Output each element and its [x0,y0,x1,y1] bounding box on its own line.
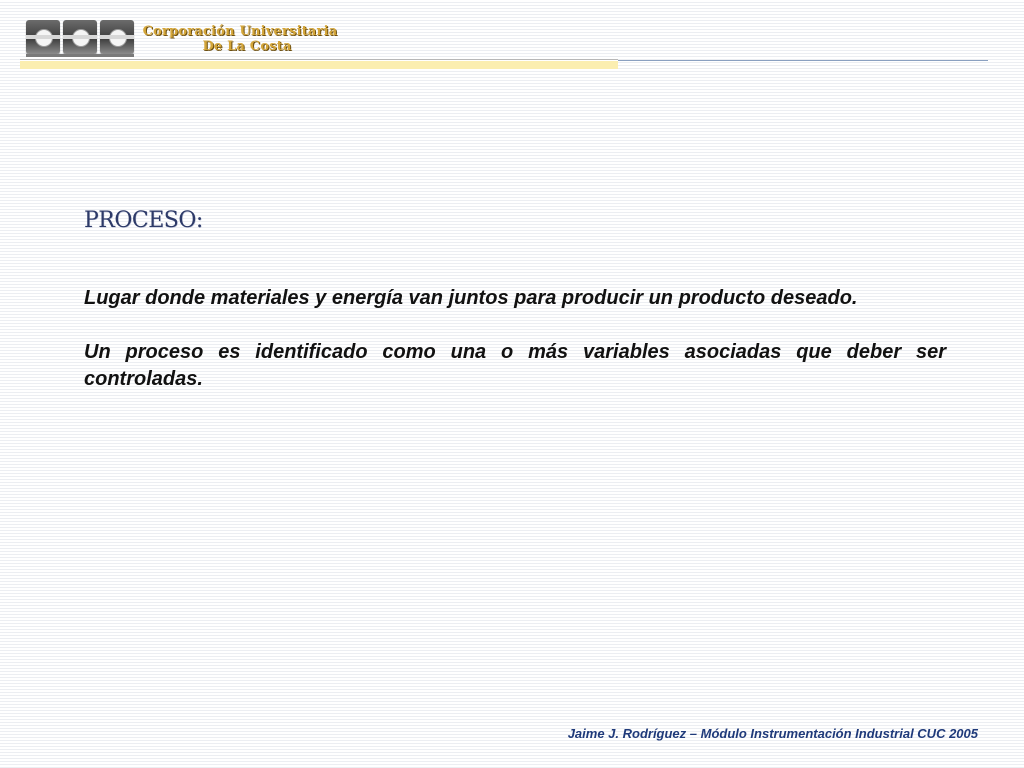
logo-block-c2 [100,20,134,54]
institution-name-line1: Corporación Universitaria [142,24,338,39]
slide-header [0,0,1024,70]
slide-footer: Jaime J. Rodríguez – Módulo Instrumentación Industrial CUC 2005 [567,726,978,741]
institution-name [140,24,340,54]
slide-title: PROCESO: [84,208,203,233]
identification-paragraph: Un proceso es identificado como una o más variables asociadas que deber ser controladas. [84,341,946,390]
institution-name-line2: De La Costa [202,39,292,54]
logo-block-u [63,20,97,54]
header-rule-gold [20,61,618,69]
logo-block-c1 [26,20,60,54]
cuc-logo-icon [26,20,134,58]
definition-paragraph: Lugar donde materiales y energía van juntos para producir un producto deseado. [84,287,858,309]
header-rule-grey [20,59,618,60]
slide-content [84,208,946,420]
header-rule-blue [618,60,988,61]
logo-base [26,54,134,57]
